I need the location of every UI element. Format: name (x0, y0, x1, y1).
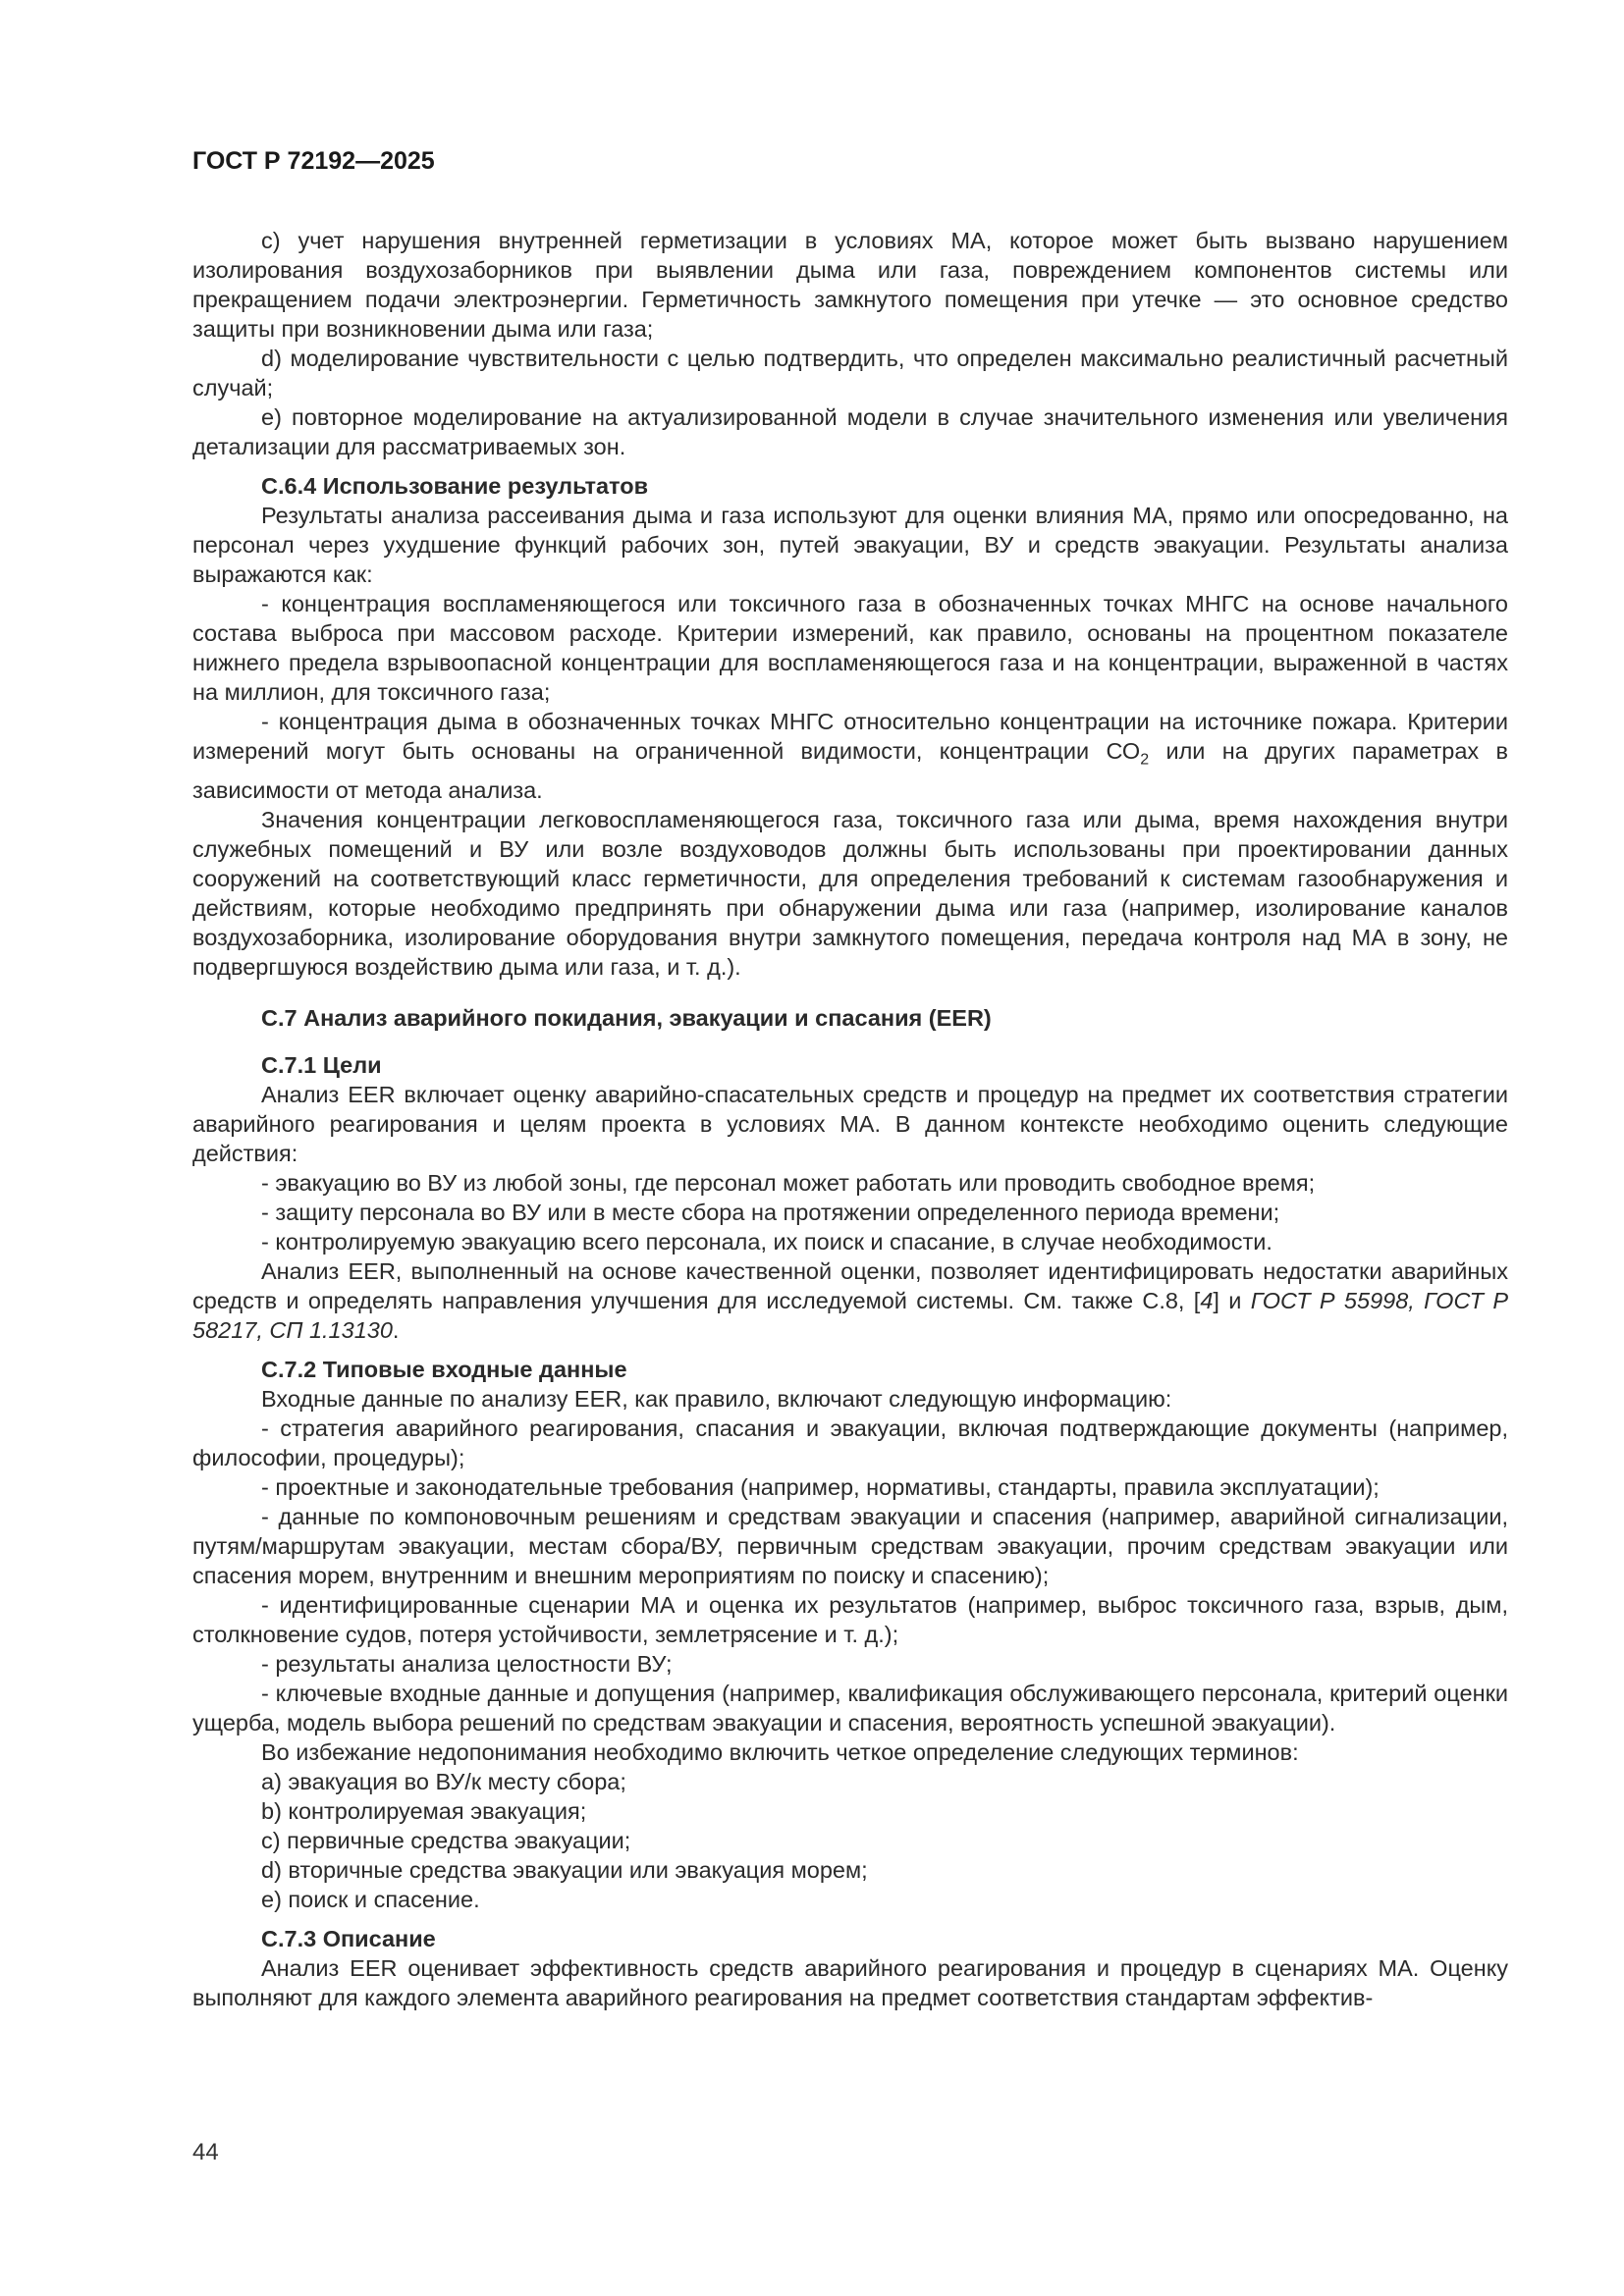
bullet-text: или на других параметрах в зависимости от метода анализа. (192, 738, 1508, 803)
section-heading-c73: С.7.3 Описание (261, 1925, 436, 1951)
page-body (192, 226, 1508, 2012)
paragraph: Входные данные по анализу EER, как правило, включают следующую информацию: (261, 1385, 1172, 1412)
bullet-text: - концентрация дыма в обозначенных точках МНГС относительно концентрации на источнике пожара. Критерии измерений могут быть основаны на ограниченной видимости, концентрации СО (192, 709, 1508, 764)
term-item: b) контролируемая эвакуация; (261, 1797, 587, 1824)
list-item-c: c) учет нарушения внутренней герметизации в условиях МА, которое может быть вызвано нарушением изолирования воздухозаборников при выявлении дыма или газа, повреждением компонентов системы или прекращением подачи электроэнергии. Герметичность замкнутого помещения при утечке — это основное средство защиты при возникновении дыма или газа; (192, 228, 1508, 342)
paragraph (192, 1256, 1508, 1345)
bullet-item: - ключевые входные данные и допущения (например, квалификация обслуживающего персонала, критерий оценки ущерба, модель выбора решений по средствам эвакуации и спасения, вероятность успешной эвакуации). (192, 1680, 1508, 1735)
section-heading-c64: С.6.4 Использование результатов (261, 473, 649, 499)
separator: , (256, 1316, 270, 1343)
bullet-item: - защиту персонала во ВУ или в месте сбора на протяжении определенного периода времени; (261, 1199, 1280, 1225)
term-item: а) эвакуация во ВУ/к месту сбора; (261, 1768, 626, 1794)
bullet-item: - проектные и законодательные требования (например, нормативы, стандарты, правила эксплуатации); (261, 1473, 1380, 1500)
bullet-item: - концентрация воспламеняющегося или токсичного газа в обозначенных точках МНГС на основе начального состава выброса при массовом расходе. Критерии измерений, как правило, основаны на процентном показателе нижнего предела взрывоопасной концентрации для воспламеняющегося газа и на концентрации, выраженной в частях на миллион, для токсичного газа; (192, 591, 1508, 705)
section-heading-c7: С.7 Анализ аварийного покидания, эвакуации и спасания (EER) (261, 1004, 992, 1031)
list-item-d: d) моделирование чувствительности с целью подтвердить, что определен максимально реалистичный расчетный случай; (192, 346, 1508, 400)
document-header: ГОСТ Р 72192—2025 (192, 147, 435, 175)
standard-reference: СП 1.13130 (269, 1316, 393, 1343)
standard-reference: ГОСТ Р 58217 (192, 1287, 1508, 1343)
bullet-item (192, 707, 1508, 805)
section-heading-c71: С.7.1 Цели (261, 1051, 382, 1078)
reference-link: 4 (1200, 1287, 1214, 1313)
paragraph: Во избежание недопонимания необходимо включить четкое определение следующих терминов: (261, 1738, 1299, 1765)
term-item: e) поиск и спасение. (261, 1886, 480, 1912)
paragraph: Результаты анализа рассеивания дыма и газа используют для оценки влияния МА, прямо или опосредованно, на персонал через ухудшение функций рабочих зон, путей эвакуации, ВУ и средств эвакуации. Результаты анализа выражаются как: (192, 503, 1508, 587)
text: Анализ EER, выполненный на основе качественной оценки, позволяет идентифицировать недостатки аварийных средств и определять направления улучшения для исследуемой системы. См. также С.8, [ (192, 1257, 1508, 1313)
paragraph: Анализ EER включает оценку аварийно-спасательных средств и процедур на предмет их соответствия стратегии аварийного реагирования и целям проекта в условиях МА. В данном контексте необходимо оценить следующие действия: (192, 1081, 1508, 1166)
text: . (392, 1316, 400, 1343)
term-item: d) вторичные средства эвакуации или эвакуация морем; (261, 1856, 868, 1883)
bullet-item: - контролируемую эвакуацию всего персонала, их поиск и спасание, в случае необходимости. (261, 1228, 1272, 1255)
bullet-item: - эвакуацию во ВУ из любой зоны, где персонал может работать или проводить свободное время; (261, 1169, 1316, 1196)
subscript: 2 (1140, 751, 1150, 769)
section-heading-c72: С.7.2 Типовые входные данные (261, 1356, 627, 1382)
paragraph: Анализ EER оценивает эффективность средств аварийного реагирования и процедур в сценариях МА. Оценку выполняют для каждого элемента аварийного реагирования на предмет соответствия стандартам эффектив- (192, 1954, 1508, 2010)
standard-reference: ГОСТ Р 55998 (1250, 1287, 1409, 1313)
bullet-item: - результаты анализа целостности ВУ; (261, 1650, 673, 1677)
paragraph: Значения концентрации легковоспламеняющегося газа, токсичного газа или дыма, время нахождения внутри служебных помещений и ВУ или возле воздуховодов должны быть использованы при проектировании данных сооружений на соответствующий класс герметичности, для определения требований к системам газообнаружения и действиям, которые необходимо предпринять при обнаружении дыма или газа (например, изолирование каналов воздухозаборника, изолирование оборудования внутри замкнутого помещения, передача контроля над МА в зону, не подвергшуюся воздействию дыма или газа, и т. д.). (192, 806, 1508, 980)
page-number: 44 (192, 2139, 219, 2165)
bullet-item: - идентифицированные сценарии МА и оценка их результатов (например, выброс токсичного газа, взрыв, дым, столкновение судов, потеря устойчивости, землетрясение и т. д.); (192, 1591, 1508, 1647)
bullet-item: - данные по компоновочным решениям и средствам эвакуации и спасения (например, аварийной сигнализации, путям/маршрутам эвакуации, местам сбора/ВУ, первичным средствам эвакуации, прочим средствам эвакуации или спасения морем, внутренним и внешним мероприятиям по поиску и спасению); (192, 1503, 1508, 1588)
separator: , (1408, 1287, 1425, 1313)
term-item: с) первичные средства эвакуации; (261, 1827, 631, 1853)
text: ] и (1213, 1287, 1251, 1313)
bullet-item: - стратегия аварийного реагирования, спасания и эвакуации, включая подтверждающие документы (например, философии, процедуры); (192, 1415, 1508, 1470)
list-item-e: e) повторное моделирование на актуализированной модели в случае значительного изменения или увеличения детализации для рассматриваемых зон. (192, 404, 1508, 459)
